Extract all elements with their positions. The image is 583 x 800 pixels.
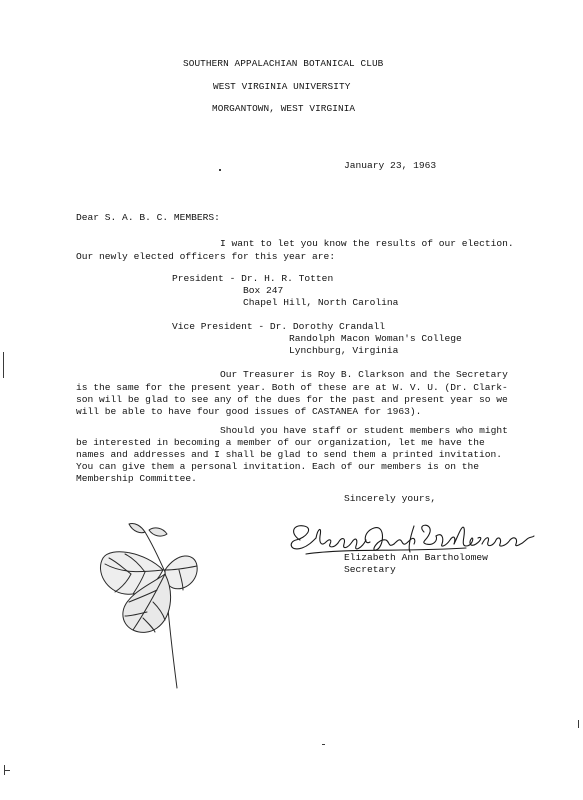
letter-date: January 23, 1963 bbox=[344, 160, 437, 171]
treasurer-line-1: Our Treasurer is Roy B. Clarkson and the Secretary bbox=[220, 369, 508, 380]
letterhead-org: SOUTHERN APPALACHIAN BOTANICAL CLUB bbox=[183, 58, 384, 69]
treasurer-line-2: is the same for the present year. Both of these are at W. V. U. (Dr. Clark- bbox=[76, 382, 508, 393]
vice-president-address-1: Randolph Macon Woman's College bbox=[289, 333, 462, 344]
members-line-1: Should you have staff or student members who might bbox=[220, 425, 508, 436]
intro-line-2: Our newly elected officers for this year are: bbox=[76, 251, 336, 262]
vice-president-line: Vice President - Dr. Dorothy Crandall bbox=[172, 321, 386, 332]
members-line-3: names and addresses and I shall be glad to send them a printed invitation. bbox=[76, 449, 503, 460]
closing: Sincerely yours, bbox=[344, 493, 437, 504]
vice-president-address-2: Lynchburg, Virginia bbox=[289, 345, 399, 356]
margin-mark bbox=[4, 765, 5, 775]
members-line-5: Membership Committee. bbox=[76, 473, 197, 484]
signature-title: Secretary bbox=[344, 564, 396, 575]
margin-mark bbox=[3, 352, 4, 378]
president-line: President - Dr. H. R. Totten bbox=[172, 273, 334, 284]
treasurer-line-3: son will be glad to see any of the dues for the past and present year so we bbox=[76, 394, 508, 405]
margin-mark bbox=[578, 720, 579, 728]
president-address-2: Chapel Hill, North Carolina bbox=[243, 297, 399, 308]
members-line-2: be interested in becoming a member of our organization, let me have the bbox=[76, 437, 485, 448]
treasurer-line-4: will be able to have four good issues of CASTANEA for 1963). bbox=[76, 406, 422, 417]
pressed-trillium-leaf-icon bbox=[93, 512, 203, 692]
ink-speck bbox=[219, 169, 221, 171]
signature-name: Elizabeth Ann Bartholomew bbox=[344, 552, 488, 563]
salutation: Dear S. A. B. C. MEMBERS: bbox=[76, 212, 220, 223]
members-line-4: You can give them a personal invitation. Each of our members is on the bbox=[76, 461, 480, 472]
margin-mark bbox=[322, 744, 325, 745]
letterhead-university: WEST VIRGINIA UNIVERSITY bbox=[213, 81, 351, 92]
intro-line-1: I want to let you know the results of our election. bbox=[220, 238, 514, 249]
president-address-1: Box 247 bbox=[243, 285, 284, 296]
letterhead-city: MORGANTOWN, WEST VIRGINIA bbox=[212, 103, 356, 114]
